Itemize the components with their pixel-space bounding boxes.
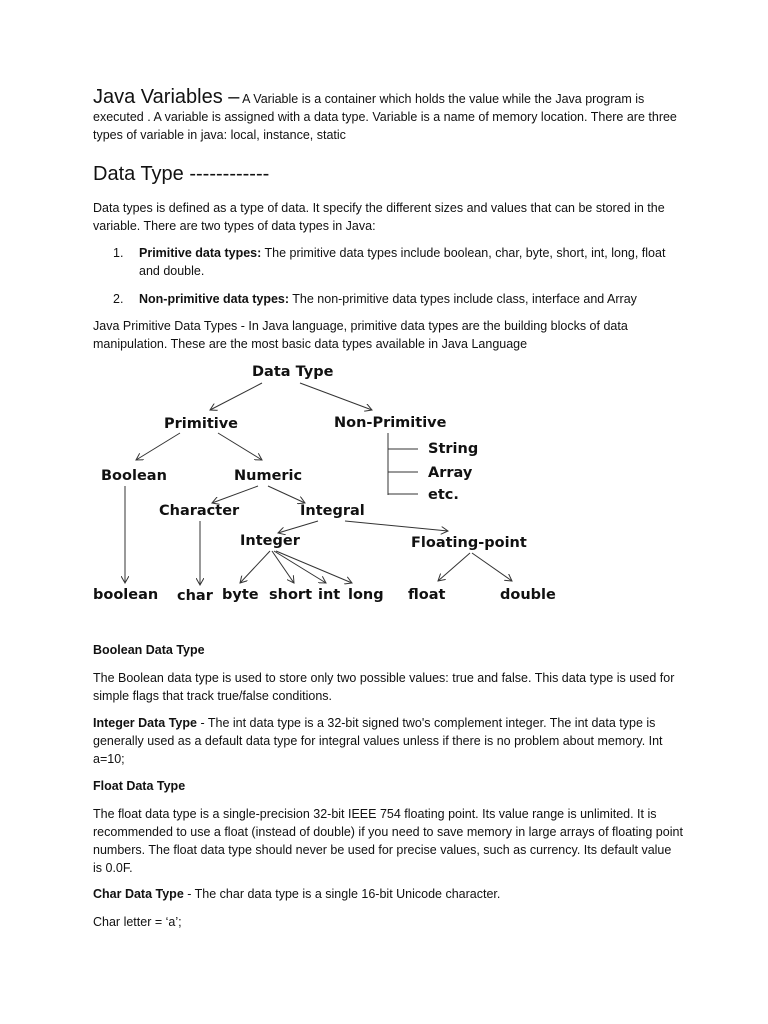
diagram-numeric: Numeric (234, 468, 303, 484)
diagram-long: long (348, 587, 384, 603)
float-paragraph: The float data type is a single-precision 32-bit IEEE 754 floating point. Its value range is unlimited. It is recommended to use a float (instead of double) if you need to save memory in large arrays of floating point numbers. The float data type should never be used for precise values, such as currency. Its default value is 0.0F. (93, 807, 683, 875)
edge (240, 551, 270, 583)
edge (345, 521, 448, 531)
edge (438, 553, 470, 581)
data-type-diagram (0, 355, 768, 615)
diagram-short: short (269, 587, 312, 603)
diagram-etc: etc. (428, 487, 459, 503)
edge (276, 551, 352, 583)
diagram-array: Array (428, 465, 473, 481)
datatype-heading: Data Type ------------ (93, 163, 270, 185)
edge (210, 383, 262, 410)
char-label: Char Data Type (93, 887, 184, 901)
diagram-primitive: Primitive (164, 416, 239, 432)
intro-paragraph (93, 88, 683, 144)
diagram-non-primitive: Non-Primitive (334, 415, 447, 431)
diagram-boolean-category: Boolean (101, 468, 167, 484)
diagram-boolean: boolean (93, 587, 159, 603)
datatype-paragraph: Data types is defined as a type of data. It specify the different sizes and values that can be stored in the variable. There are two types of data types in Java: (93, 201, 665, 233)
diagram-root: Data Type (252, 364, 334, 380)
edge (136, 433, 180, 460)
diagram-integral: Integral (300, 503, 365, 519)
edge (278, 521, 318, 533)
edge (274, 551, 326, 583)
integer-paragraph (93, 714, 683, 768)
char-paragraph (93, 885, 683, 903)
list-item-label: Non-primitive data types: (139, 292, 290, 306)
edge (268, 486, 305, 503)
list-item-label: Primitive data types: (139, 246, 262, 260)
diagram-char: char (177, 588, 213, 604)
edge (212, 486, 258, 503)
char-text: - The char data type is a single 16-bit Unicode character. (183, 887, 501, 901)
edge (218, 433, 262, 460)
list-item (113, 290, 683, 308)
intro-title: Java Variables – (93, 86, 240, 108)
list-item-number: 2. (113, 292, 124, 306)
edge (300, 383, 372, 410)
edge (472, 553, 512, 581)
edge (272, 551, 294, 583)
integer-text: - The int data type is a 32-bit signed two's complement integer. The int data type is generally used as a default data type for integral values unless if there is no problem about memory. Int a=10; (93, 716, 663, 766)
diagram-byte: byte (222, 587, 259, 603)
boolean-heading: Boolean Data Type (93, 643, 205, 657)
diagram-string: String (428, 441, 479, 457)
diagram-float: float (408, 587, 446, 603)
diagram-int: int (318, 587, 341, 603)
list-item-number: 1. (113, 246, 124, 260)
list-item-text: The non-primitive data types include class, interface and Array (289, 292, 637, 306)
diagram-integer: Integer (240, 533, 300, 549)
diagram-floating-point: Floating-point (411, 535, 527, 551)
primitive-paragraph: Java Primitive Data Types - In Java language, primitive data types are the building blocks of data manipulation. These are the most basic data types available in Java Language (93, 319, 628, 351)
list-item (113, 244, 683, 280)
char-example: Char letter = ‘a’; (93, 915, 182, 929)
float-heading: Float Data Type (93, 779, 186, 793)
list-item-text: The primitive data types include boolean, char, byte, short, int, long, float and double. (139, 246, 666, 278)
diagram-double: double (500, 587, 556, 603)
boolean-paragraph: The Boolean data type is used to store only two possible values: true and false. This data type is used for simple flags that track true/false conditions. (93, 671, 675, 703)
diagram-character: Character (159, 503, 240, 519)
integer-label: Integer Data Type (93, 716, 197, 730)
intro-text: A Variable is a container which holds the value while the Java program is executed . A variable is assigned with a data type. Variable is a name of memory location. There are three types of variable in java: local, instance, static (93, 92, 677, 142)
